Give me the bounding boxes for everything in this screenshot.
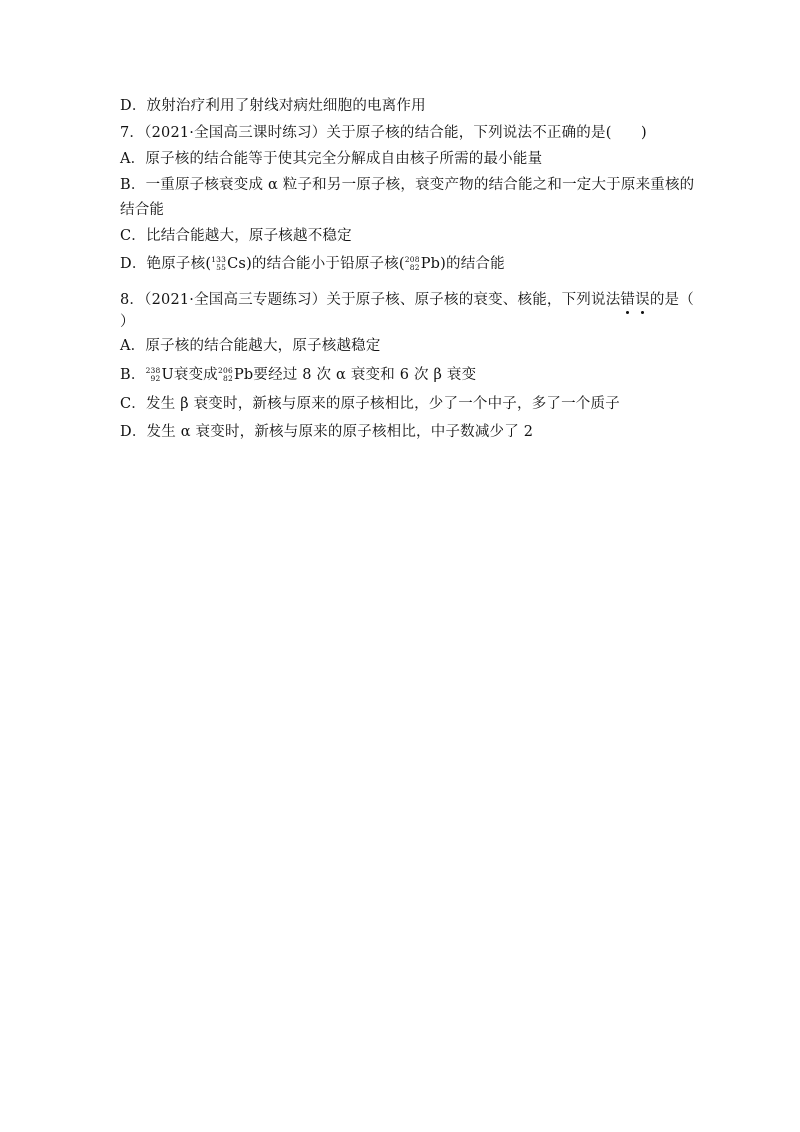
q7-option-b-continued xyxy=(120,200,164,220)
option-text: 要经过 8 次 α 衰变和 6 次 β 衰变 xyxy=(253,367,477,383)
option-label: D． xyxy=(120,98,147,114)
q8-stem-continued xyxy=(120,312,135,332)
option-text: 一重原子核衰变成 α 粒子和另一原子核，衰变产物的结合能之和一定大于原来重核的 xyxy=(145,177,695,193)
option-label: C． xyxy=(120,228,146,244)
question-text: 关于原子核的结合能，下列说法不正确的是( ) xyxy=(326,125,647,141)
q8-option-d xyxy=(120,422,533,442)
option-text: 发生 α 衰变时，新核与原来的原子核相比，中子数减少了 2 xyxy=(146,424,534,440)
q8-option-c xyxy=(120,394,620,414)
answer-bracket: ） xyxy=(120,314,135,330)
option-text: 比结合能越大，原子核越不稳定 xyxy=(146,228,352,244)
option-text: 结合能 xyxy=(120,202,165,218)
question-text: 关于原子核、原子核的衰变、核能，下列说法 xyxy=(326,292,621,308)
lead-nuclide xyxy=(218,365,253,385)
q7-option-b xyxy=(120,175,694,195)
cesium-nuclide xyxy=(211,254,246,274)
element-symbol: U xyxy=(161,367,174,383)
uranium-nuclide xyxy=(146,365,174,385)
atomic-number: 82 xyxy=(222,374,233,383)
option-label: C． xyxy=(120,396,146,412)
option-label: D． xyxy=(120,424,147,440)
option-label: A． xyxy=(120,151,146,167)
option-label: B． xyxy=(120,367,146,383)
emphasis-char: 误 xyxy=(635,292,650,308)
mass-number: 208 xyxy=(404,255,420,264)
option-label: B． xyxy=(120,177,146,193)
mass-number: 238 xyxy=(145,366,161,375)
question-source: （2021·全国高三课时练习） xyxy=(144,125,327,141)
q7-option-c xyxy=(120,226,352,246)
q8-stem xyxy=(120,290,694,310)
q7-option-a xyxy=(120,149,542,169)
question-number: 8． xyxy=(120,292,145,308)
option-text: 铯原子核( xyxy=(146,256,212,272)
q7-stem xyxy=(120,123,647,143)
question-text: 的是（ xyxy=(649,292,694,308)
element-symbol: Pb xyxy=(233,367,254,383)
emphasis-char: 错 xyxy=(620,292,636,308)
option-label: A． xyxy=(120,338,146,354)
mass-number: 133 xyxy=(211,255,227,264)
option-label: D． xyxy=(120,256,147,272)
option-text: 衰变成 xyxy=(173,367,219,383)
atomic-number: 92 xyxy=(150,374,161,383)
q8-option-b xyxy=(120,365,476,385)
option-text: )的结合能小于铅原子核( xyxy=(246,256,405,272)
atomic-number: 55 xyxy=(216,263,227,272)
q6-option-d xyxy=(120,96,426,116)
option-text: 发生 β 衰变时，新核与原来的原子核相比，少了一个中子，多了一个质子 xyxy=(146,396,620,412)
q8-option-a xyxy=(120,336,381,356)
q7-option-d xyxy=(120,254,505,274)
mass-number: 206 xyxy=(218,366,233,375)
element-symbol: Cs xyxy=(227,256,247,272)
lead-nuclide xyxy=(405,254,440,274)
question-source: （2021·全国高三专题练习） xyxy=(144,292,327,308)
option-text: 原子核的结合能越大，原子核越稳定 xyxy=(145,338,381,354)
option-text: 放射治疗利用了射线对病灶细胞的电离作用 xyxy=(146,98,426,114)
option-text: )的结合能 xyxy=(440,256,505,272)
option-text: 原子核的结合能等于使其完全分解成自由核子所需的最小能量 xyxy=(145,151,543,167)
element-symbol: Pb xyxy=(420,256,441,272)
atomic-number: 82 xyxy=(409,263,420,272)
question-number: 7． xyxy=(120,125,145,141)
